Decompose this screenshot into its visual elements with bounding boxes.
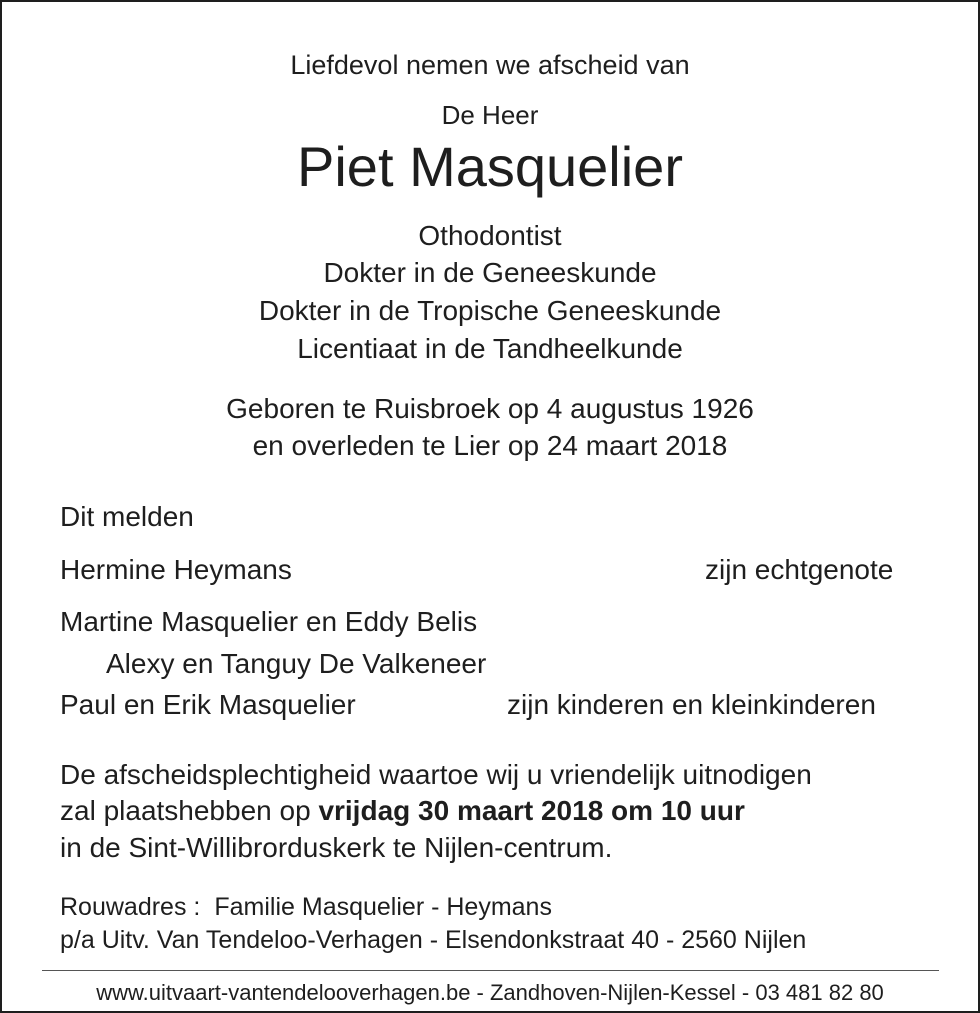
address-label: Rouwadres : [60,893,201,921]
address-family: Familie Masquelier - Heymans [214,893,552,921]
footer-text: www.uitvaart-vantendelooverhagen.be - Zandhoven-Nijlen-Kessel - 03 481 82 80 [96,980,884,1005]
footer-divider [42,970,939,971]
grandchildren-line: Alexy en Tanguy De Valkeneer [106,648,487,679]
honorific: De Heer [441,100,539,130]
profession-1: Othodontist [418,220,562,251]
spouse-role: zijn echtgenote [705,554,894,585]
ceremony-date: vrijdag 30 maart 2018 om 10 uur [318,795,745,826]
death-line: en overleden te Lier op 24 maart 2018 [252,430,728,461]
children-role: zijn kinderen en kleinkinderen [507,689,876,720]
ceremony-line-3: in de Sint-Willibrorduskerk te Nijlen-centrum. [60,832,613,863]
spouse-name: Hermine Heymans [60,554,292,585]
intro-line: Liefdevol nemen we afscheid van [290,50,690,80]
deceased-name: Piet Masquelier [297,135,683,198]
child-line-2: Paul en Erik Masquelier [60,689,356,720]
birth-line: Geboren te Ruisbroek op 4 augustus 1926 [226,393,754,424]
address-line-1 [60,893,552,922]
ceremony-line-1: De afscheidsplechtigheid waartoe wij u vriendelijk uitnodigen [60,759,812,790]
profession-3: Dokter in de Tropische Geneeskunde [258,295,722,326]
ceremony-prefix: zal plaatshebben op [60,795,311,826]
profession-4: Licentiaat in de Tandheelkunde [297,333,683,364]
child-line-1: Martine Masquelier en Eddy Belis [60,606,478,637]
ceremony-line-2 [60,795,745,827]
family-intro: Dit melden [60,501,194,532]
profession-2: Dokter in de Geneeskunde [323,257,657,288]
address-line-2: p/a Uitv. Van Tendeloo-Verhagen - Elsendonkstraat 40 - 2560 Nijlen [60,926,807,954]
